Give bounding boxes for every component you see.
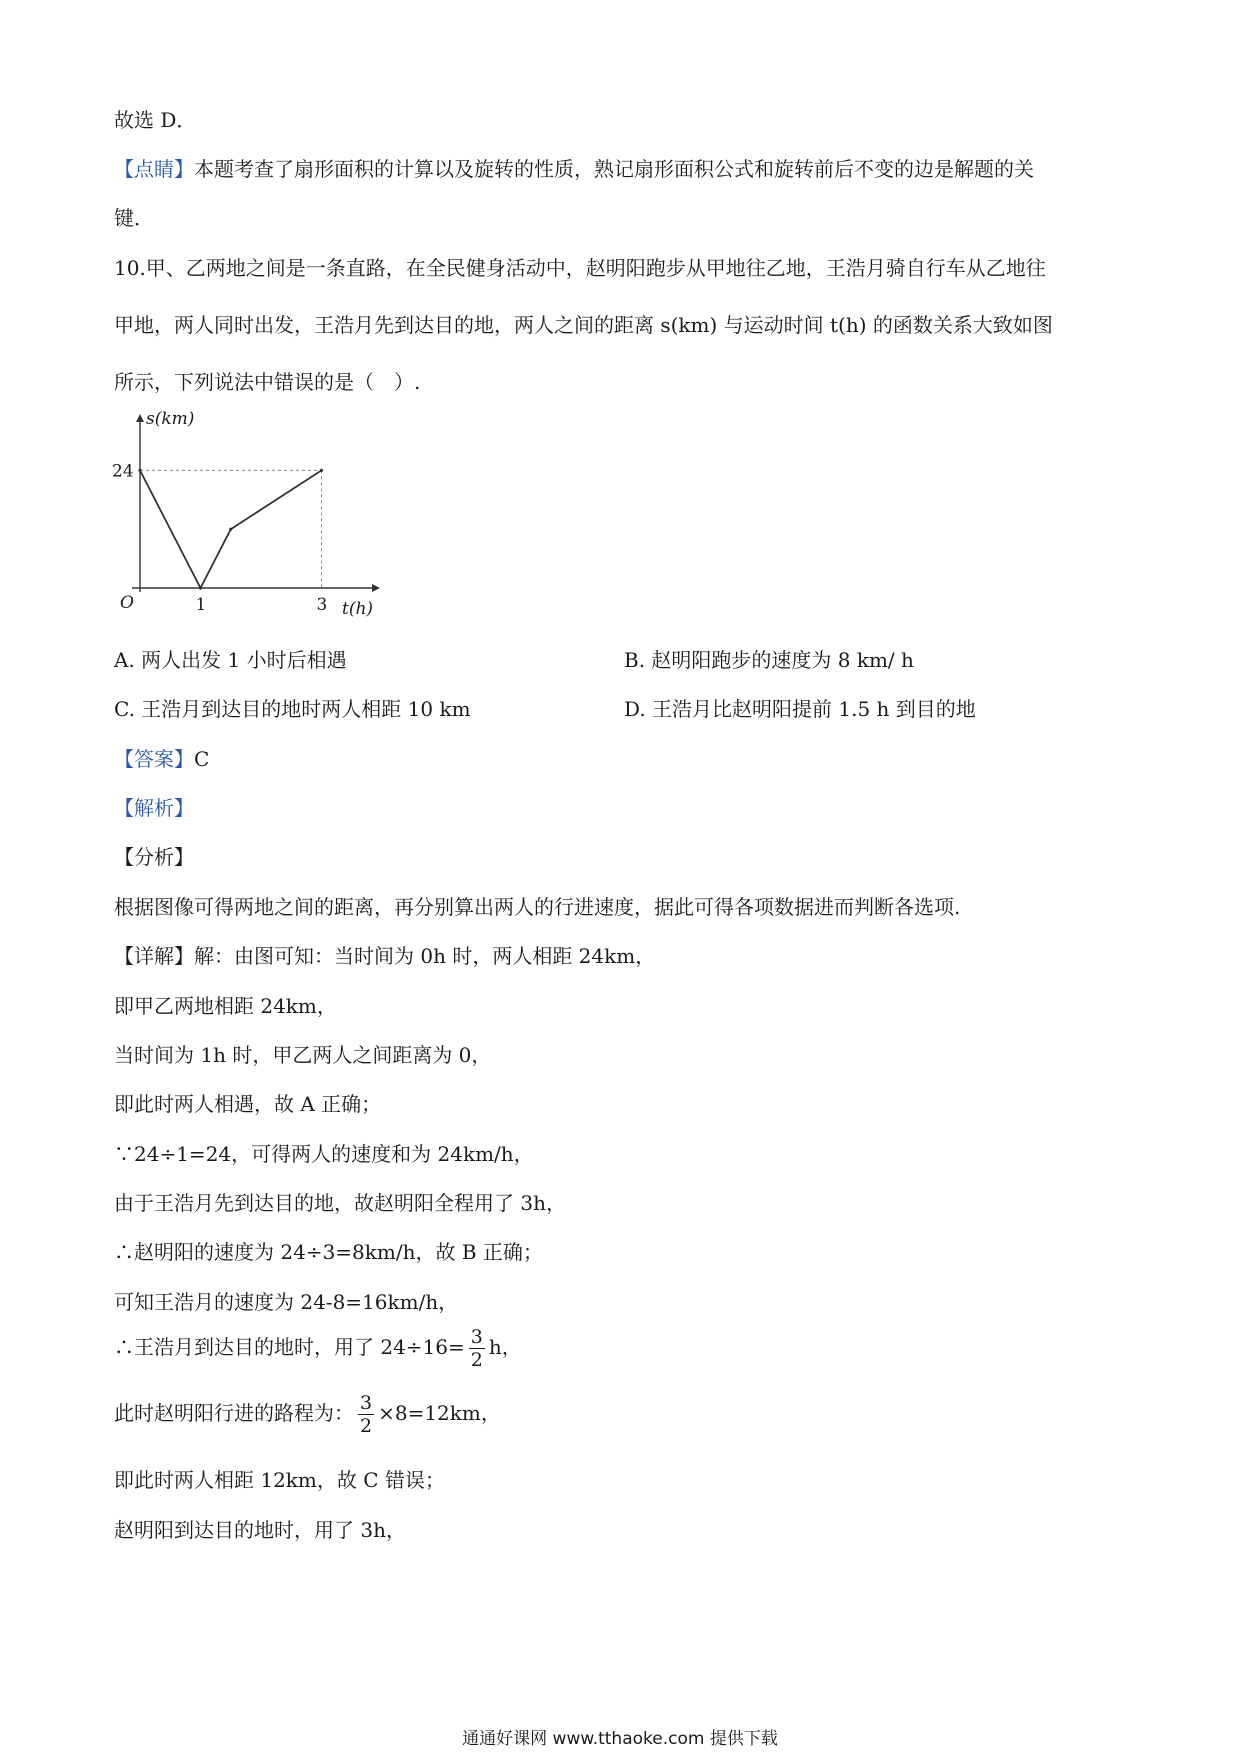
answer-line — [114, 745, 209, 773]
option-b: B. 赵明阳跑步的速度为 8 km/ h — [624, 648, 914, 672]
option-c: C. 王浩月到达目的地时两人相距 10 km — [114, 697, 471, 721]
solution-line-fraction — [114, 1388, 501, 1438]
fraction — [358, 1392, 374, 1437]
question-line: 甲地，两人同时出发，王浩月先到达目的地，两人之间的距离 s(km) 与运动时间 t(h) 的函数关系大致如图 — [114, 313, 1053, 337]
y-tick-label: 24 — [112, 461, 134, 482]
data-point — [199, 586, 202, 589]
question-line: 所示，下列说法中错误的是（ ）. — [114, 370, 421, 394]
text-fragment: h， — [488, 1335, 522, 1359]
solution-line: ∵24÷1=24，可得两人的速度和为 24km/h， — [114, 1142, 534, 1166]
section-label: 【点睛】 — [114, 157, 194, 181]
option-d: D. 王浩月比赵明阳提前 1.5 h 到目的地 — [624, 697, 976, 721]
denominator: 2 — [470, 1349, 483, 1371]
data-point — [320, 469, 323, 472]
x-axis-arrow — [372, 584, 380, 592]
numerator: 3 — [360, 1392, 373, 1414]
y-axis-arrow — [136, 414, 144, 422]
x-tick-label: 3 — [316, 595, 328, 615]
solution-line: 当时间为 1h 时，甲乙两人之间距离为 0， — [114, 1043, 492, 1067]
solution-line: 可知王浩月的速度为 24-8=16km/h， — [114, 1290, 459, 1314]
answer-value: C — [194, 747, 210, 771]
text-fragment: 此时赵明阳行进的路程为： — [114, 1401, 354, 1425]
text-fragment: ×8=12km， — [378, 1401, 501, 1425]
text-line — [114, 155, 1034, 183]
solution-line: 即此时两人相遇，故 A 正确； — [114, 1092, 382, 1116]
solution-line: 即甲乙两地相距 24km， — [114, 994, 337, 1018]
option-a: A. 两人出发 1 小时后相遇 — [114, 648, 347, 672]
fraction — [469, 1326, 485, 1371]
solution-line: 即此时两人相距 12km，故 C 错误； — [114, 1468, 445, 1492]
solution-line: 由于王浩月先到达目的地，故赵明阳全程用了 3h， — [114, 1191, 566, 1215]
analysis-label: 【解析】 — [114, 796, 194, 820]
text-fragment: ∴王浩月到达目的地时，用了 24÷16= — [114, 1335, 465, 1359]
data-point — [138, 469, 141, 472]
solution-line: 赵明阳到达目的地时，用了 3h， — [114, 1518, 406, 1542]
data-point — [229, 528, 232, 531]
page-footer: 通通好课网 www.tthaoke.com 提供下载 — [462, 1729, 778, 1749]
y-axis-label: s(km) — [146, 409, 195, 429]
x-axis-label: t(h) — [342, 599, 374, 619]
solution-line: ∴赵明阳的速度为 24÷3=8km/h，故 B 正确； — [114, 1240, 543, 1264]
solution-line: 【详解】解：由图可知：当时间为 0h 时，两人相距 24km， — [114, 944, 656, 968]
distance-time-graph — [110, 408, 390, 628]
origin-label: O — [120, 593, 134, 613]
question-line: 10.甲、乙两地之间是一条直路，在全民健身活动中，赵明阳跑步从甲地往乙地，王浩月骑自行车从乙地往 — [114, 256, 1046, 280]
text-fragment: 本题考查了扇形面积的计算以及旋转的性质，熟记扇形面积公式和旋转前后不变的边是解题的关 — [194, 157, 1034, 181]
text-line: 故选 D． — [114, 108, 197, 132]
denominator: 2 — [360, 1415, 373, 1437]
solution-line-fraction — [114, 1322, 522, 1372]
x-tick-label: 1 — [195, 595, 207, 615]
fenxi-label: 【分析】 — [114, 845, 194, 869]
text-line: 键． — [114, 206, 154, 230]
fenxi-text: 根据图像可得两地之间的距离，再分别算出两人的行进速度，据此可得各项数据进而判断各选项. — [114, 895, 961, 919]
numerator: 3 — [470, 1326, 483, 1348]
answer-label: 【答案】 — [114, 747, 194, 771]
